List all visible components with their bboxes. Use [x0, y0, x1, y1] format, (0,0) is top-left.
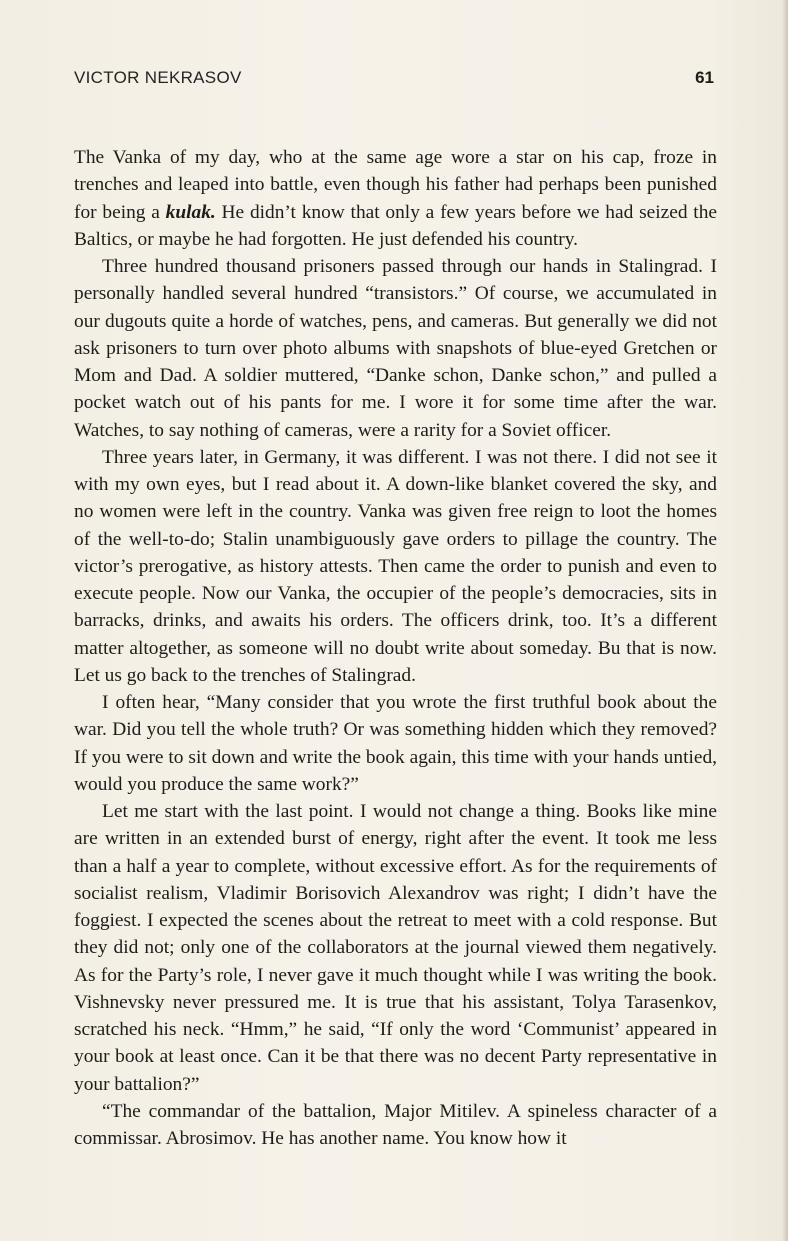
kulak-italic: kulak.	[165, 201, 216, 223]
paragraph-5: Let me start with the last point. I would not change a thing. Books like mine are written in an extended burst of energy, right after the event. It took me less than a half a year to complete, without excessive effort. As for the requirements of socialist realism, Vladimir Borisovich Alexandrov was right; I didn’t have the foggiest. I expected the scenes about the retreat to meet with a cold response. But they did not; only one of the collaborators at the journal viewed them negatively. As for the Party’s role, I never gave it much thought while I was writing the book. Vishnevsky never pressured me. It is true that his assistant, Tolya Tarasenkov, scratched his neck. “Hmm,” he said, “If only the word ‘Communist’ appeared in your book at least once. Can it be that there was no decent Party representative in your battalion?”	[74, 801, 717, 1095]
paragraph-1-text-a: The Vanka of my day, who at the same age wore a star on his cap, froze in trenches and leaped into battle, even though his father had perhaps been punished for being a	[74, 147, 717, 223]
paragraph-4: I often hear, “Many consider that you wrote the first truthful book about the war. Did you tell the whole truth? Or was something hidden which they removed? If you were to sit down and write the book again, this time with your hands untied, would you produce the same work?”	[74, 692, 717, 795]
paragraph-6: “The commandar of the battalion, Major Mitilev. A spineless character of a commissar. Abrosimov. He has another name. You know how it	[74, 1100, 717, 1149]
running-title: VICTOR NEKRASOV	[74, 68, 242, 87]
body-text	[74, 144, 717, 1152]
paragraph-1	[74, 144, 717, 253]
page-edge-shadow	[782, 0, 788, 1241]
paragraph-2: Three hundred thousand prisoners passed through our hands in Stalingrad. I personally handled several hundred “transistors.” Of course, we accumulated in our dugouts quite a horde of watches, pens, and cameras. But generally we did not ask prisoners to turn over photo albums with snapshots of blue-eyed Gretchen or Mom and Dad. A soldier muttered, “Danke schon, Danke schon,” and pulled a pocket watch out of his pants for me. I wore it for some time after the war. Watches, to say nothing of cameras, were a rarity for a Soviet officer.	[74, 256, 717, 441]
page-number: 61	[695, 68, 714, 87]
paragraph-3: Three years later, in Germany, it was different. I was not there. I did not see it with my own eyes, but I read about it. A down-like blanket covered the sky, and no women were left in the country. Vanka was given free reign to loot the homes of the well-to-do; Stalin unambiguously gave orders to pillage the country. The victor’s prerogative, as history attests. Then came the order to punish and even to execute people. Now our Vanka, the occupier of the people’s democracies, sits in barracks, drinks, and awaits his orders. The officers drink, too. It’s a different matter altogether, as someone will no doubt write about someday. Bu that is now. Let us go back to the trenches of Stalingrad.	[74, 446, 717, 686]
running-head	[74, 68, 714, 92]
paragraph-1-text-b: He didn’t know that only a few years before we had seized the Baltics, or maybe he had forgotten. He just defended his country.	[74, 201, 717, 250]
